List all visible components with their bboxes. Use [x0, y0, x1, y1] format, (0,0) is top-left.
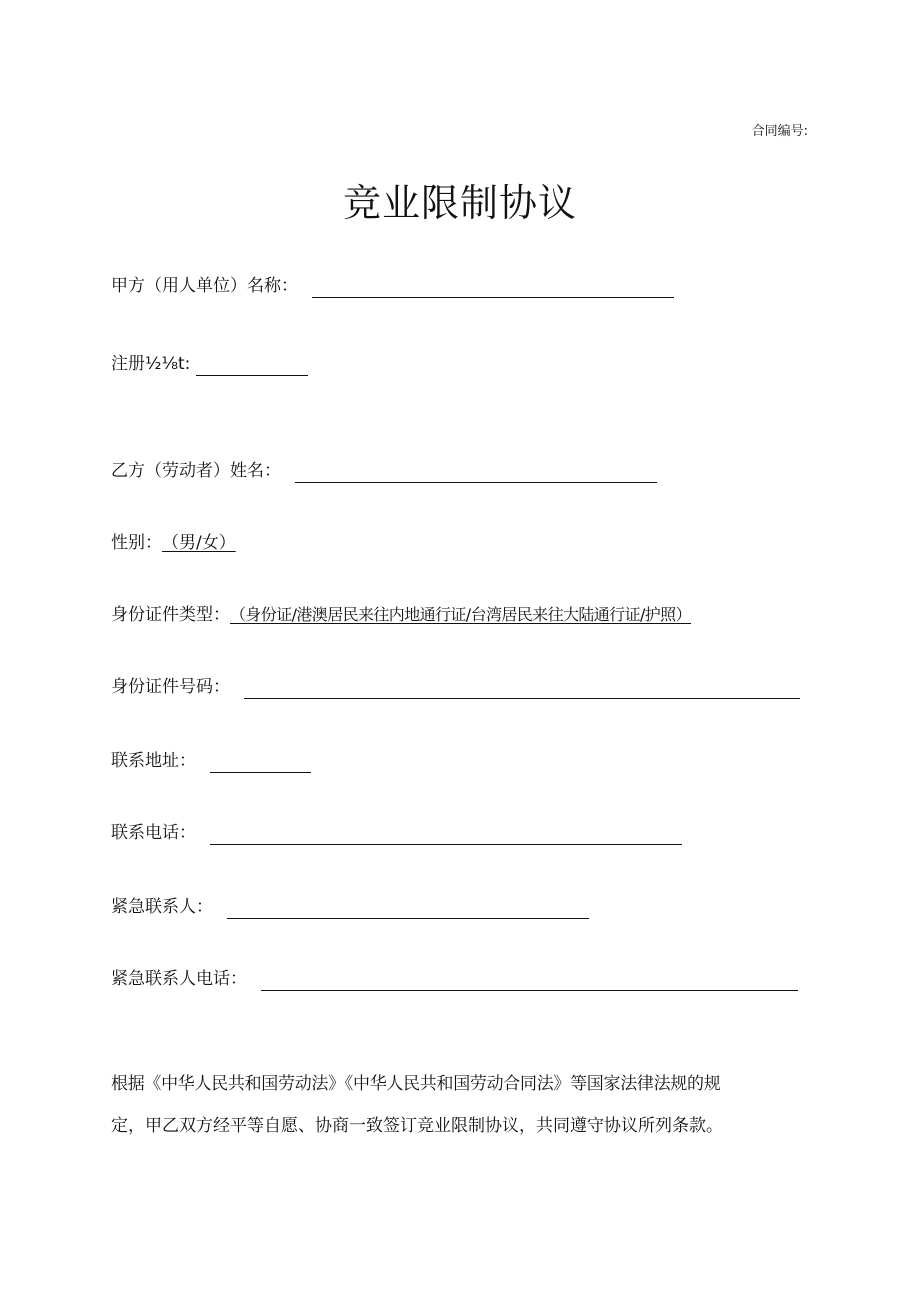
- emergency-phone-row: [111, 967, 798, 991]
- phone-row: [111, 821, 682, 845]
- phone-blank[interactable]: [210, 824, 682, 845]
- gender-row: [111, 531, 236, 555]
- party-b-name-label: 乙方（劳动者）姓名：: [111, 461, 281, 481]
- party-b-name-blank[interactable]: [295, 462, 657, 483]
- id-number-row: [111, 675, 800, 699]
- address-label: 联系地址：: [111, 751, 196, 771]
- party-a-name-row: [111, 274, 674, 298]
- phone-label: 联系电话：: [111, 823, 196, 843]
- gender-value[interactable]: （男/女）: [162, 533, 236, 553]
- preamble-paragraph: [111, 1063, 811, 1147]
- preamble-line-1: 根据《中华人民共和国劳动法》《中华人民共和国劳动合同法》等国家法律法规的规: [111, 1074, 721, 1094]
- address-row: [111, 749, 311, 773]
- registration-row: [111, 352, 308, 376]
- party-b-name-row: [111, 459, 657, 483]
- registration-label: 注册: [111, 354, 145, 374]
- address-blank[interactable]: [210, 752, 311, 773]
- emergency-contact-blank[interactable]: [227, 898, 589, 919]
- emergency-phone-label: 紧急联系人电话：: [111, 969, 247, 989]
- id-number-blank[interactable]: [244, 678, 800, 699]
- document-title: 竞业限制协议: [342, 181, 577, 225]
- preamble-line-2: 定，甲乙双方经平等自愿、协商一致签订竞业限制协议，共同遵守协议所列条款。: [111, 1116, 723, 1136]
- registration-garbled-text: ½⅛t:: [145, 354, 191, 374]
- emergency-phone-blank[interactable]: [261, 970, 798, 991]
- id-type-label: 身份证件类型：: [111, 605, 230, 625]
- emergency-contact-row: [111, 895, 589, 919]
- contract-number-label: 合同编号:: [751, 124, 808, 139]
- gender-label: 性别：: [111, 533, 162, 553]
- id-type-value[interactable]: （身份证/港澳居民来往内地通行证/台湾居民来往大陆通行证/护照）: [230, 605, 691, 624]
- party-a-name-label: 甲方（用人单位）名称：: [111, 276, 298, 296]
- registration-blank[interactable]: [196, 355, 308, 376]
- emergency-contact-label: 紧急联系人：: [111, 897, 213, 917]
- id-number-label: 身份证件号码：: [111, 677, 230, 697]
- id-type-row: [111, 603, 691, 627]
- party-a-name-blank[interactable]: [312, 277, 674, 298]
